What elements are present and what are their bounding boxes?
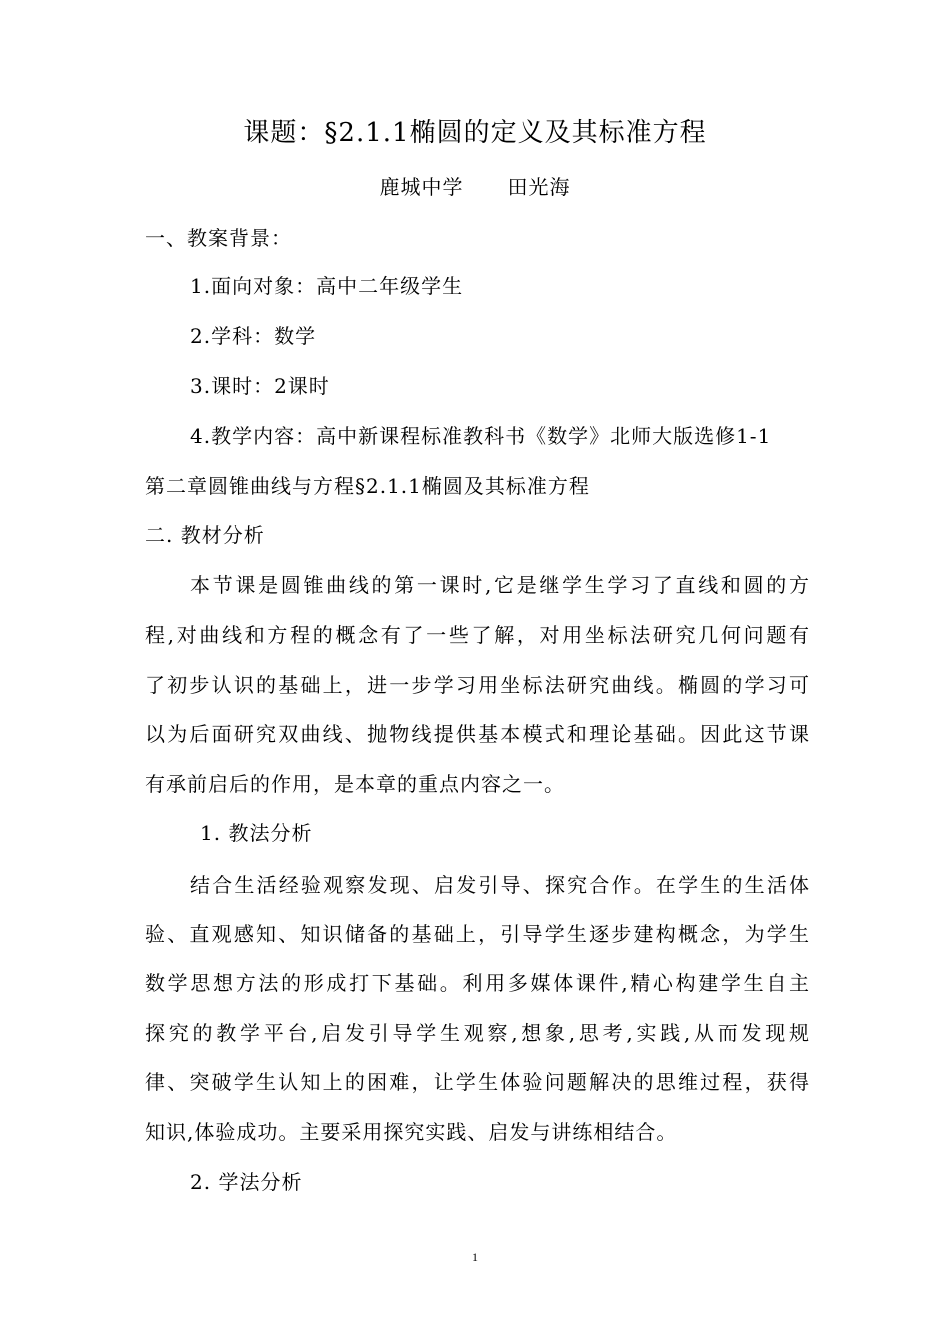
item-content-line2: 第二章圆锥曲线与方程§2.1.1椭圆及其标准方程 — [145, 474, 590, 498]
item-target-audience: 1.面向对象：高中二年级学生 — [190, 274, 464, 298]
paragraph-line: 验、直观感知、知识储备的基础上，引导学生逐步建构概念，为学生 — [145, 922, 810, 946]
section-heading-textbook-analysis: 二. 教材分析 — [145, 523, 265, 547]
paragraph-line: 探究的教学平台,启发引导学生观察,想象,思考,实践,从而发现规 — [145, 1021, 810, 1045]
paragraph-line: 程,对曲线和方程的概念有了一些了解，对用坐标法研究几何问题有 — [145, 623, 810, 647]
paragraph-line: 结合生活经验观察发现、启发引导、探究合作。在学生的生活体 — [190, 873, 810, 897]
author-name: 田光海 — [507, 175, 571, 199]
item-class-hours: 3.课时：2课时 — [190, 374, 330, 398]
section-heading-background: 一、教案背景： — [145, 226, 292, 250]
paragraph-line: 数学思想方法的形成打下基础。利用多媒体课件,精心构建学生自主 — [145, 971, 810, 995]
subheading-teaching-method: 1. 教法分析 — [200, 821, 313, 845]
paragraph-line: 以为后面研究双曲线、抛物线提供基本模式和理论基础。因此这节课 — [145, 722, 810, 746]
page-title: 课题：§2.1.1椭圆的定义及其标准方程 — [243, 118, 707, 148]
subheading-learning-method: 2. 学法分析 — [190, 1170, 303, 1194]
paragraph-line: 知识,体验成功。主要采用探究实践、启发与讲练相结合。 — [145, 1120, 678, 1144]
author-school: 鹿城中学 — [379, 175, 464, 199]
paragraph-line: 本节课是圆锥曲线的第一课时,它是继学生学习了直线和圆的方 — [190, 573, 810, 597]
paragraph-line: 了初步认识的基础上，进一步学习用坐标法研究曲线。椭圆的学习可 — [145, 673, 810, 697]
paragraph-line: 有承前启后的作用，是本章的重点内容之一。 — [145, 772, 565, 796]
paragraph-line: 律、突破学生认知上的困难，让学生体验问题解决的思维过程，获得 — [145, 1070, 810, 1094]
page-number: 1 — [472, 1250, 478, 1264]
author-line — [0, 173, 950, 201]
item-subject: 2.学科：数学 — [190, 324, 317, 348]
item-content-line1: 4.教学内容：高中新课程标准教科书《数学》北师大版选修1-1 — [190, 424, 772, 448]
